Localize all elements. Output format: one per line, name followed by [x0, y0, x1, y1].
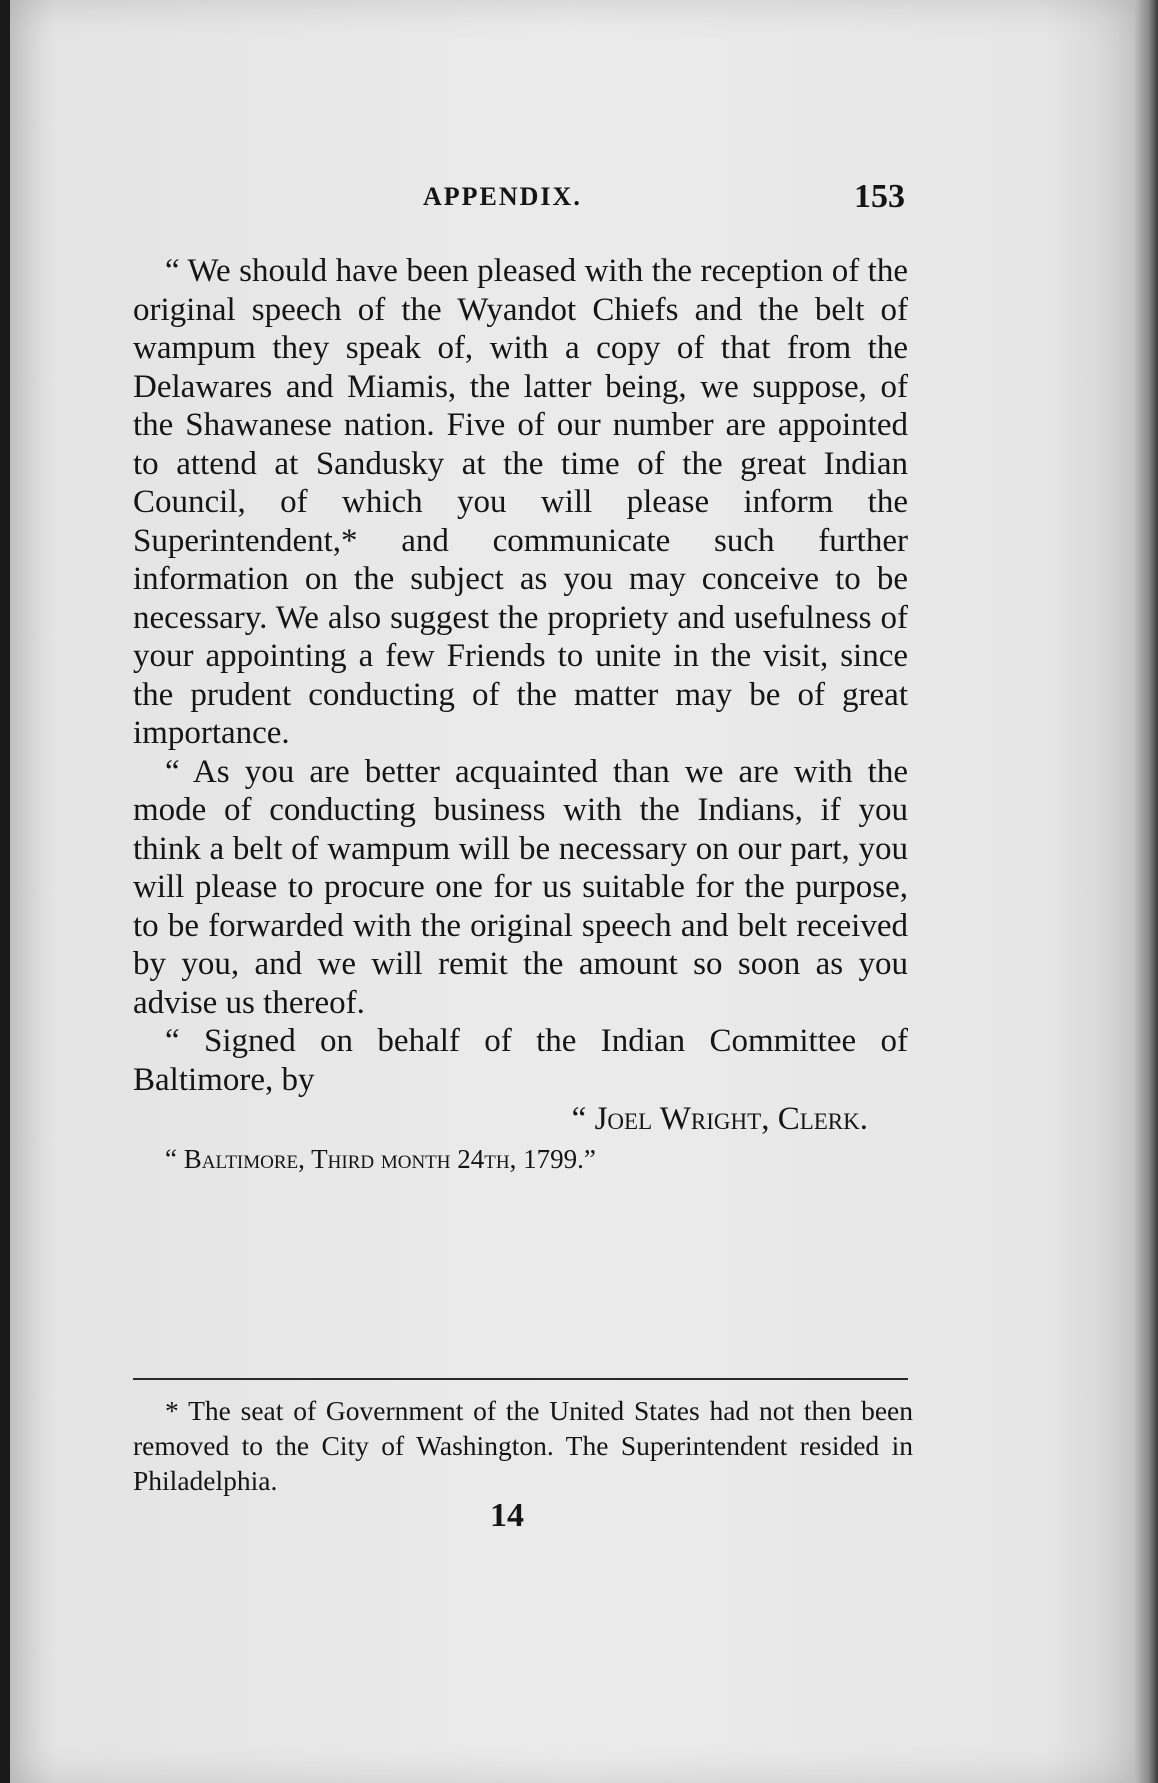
- page-edge: [1135, 0, 1158, 1783]
- footnote-text: * The seat of Government of the United States had not then been removed to the City of Washington. The Superintendent resided in Philadelphia.: [133, 1395, 913, 1496]
- page-header: [130, 178, 905, 222]
- signature-mark: 14: [490, 1497, 524, 1534]
- running-head: APPENDIX.: [423, 182, 582, 211]
- footnote-rule: [133, 1378, 908, 1380]
- paragraph: “ We should have been pleased with the reception of the original speech of the Wyandot Chiefs and the belt of wampum they speak of, with a copy of that from the Delawares and Miamis, the latter being, we suppose, of the Shawanese nation. Five of our number are appointed to attend at Sandusky at the time of the great Indian Council, of which you will please inform the Superintendent,* and communicate such further information on the subject as you may conceive to be necessary. We also suggest the propriety and usefulness of your appointing a few Friends to unite in the visit, since the prudent conducting of the matter may be of great importance.: [133, 253, 908, 751]
- signature: “ Joel Wright, Clerk.: [571, 1101, 868, 1137]
- body-text: [133, 252, 908, 1179]
- paragraph: “ As you are better acquainted than we are with the mode of conducting business with the Indians, if you think a belt of wampum will be necessary on our part, you will please to procure one for us suitable for the purpose, to be forwarded with the original speech and belt received by you, and we will remit the amount so soon as you advise us thereof.: [133, 753, 908, 1021]
- dateline: “ Baltimore, Third month 24th, 1799.”: [165, 1144, 596, 1174]
- page-number: 153: [854, 178, 905, 215]
- paragraph: “ Signed on behalf of the Indian Committee of Baltimore, by: [133, 1023, 908, 1098]
- footnote: [133, 1393, 913, 1498]
